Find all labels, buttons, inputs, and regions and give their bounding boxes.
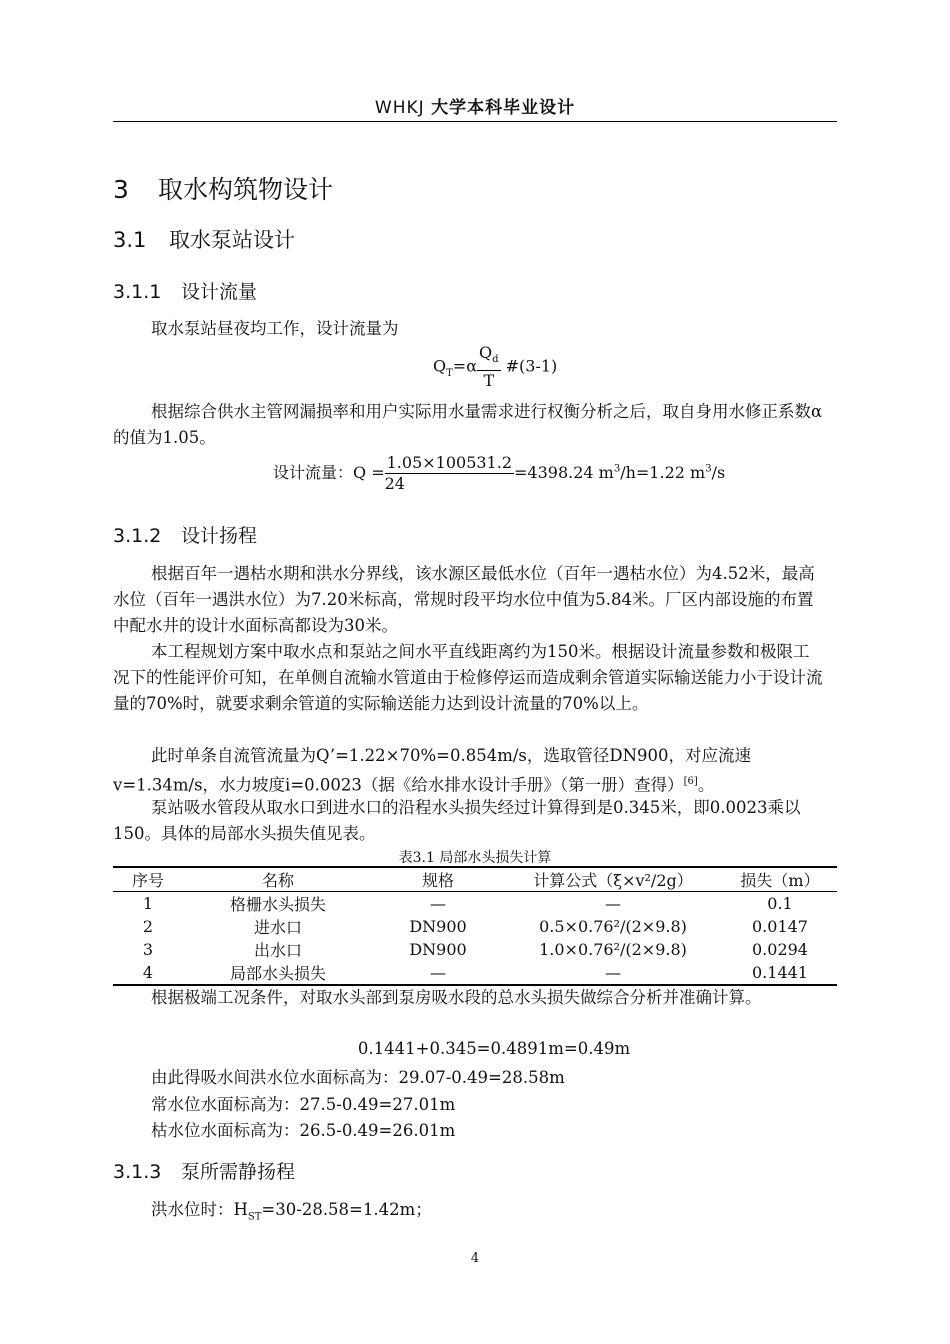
design-flow-equation <box>273 453 725 494</box>
table-cell: 0.5×0.76²/(2×9.8) <box>539 917 687 936</box>
paragraph: 本工程规划方案中取水点和泵站之间水平直线距离约为150米。根据设计流量参数和极限工况下的性能评价可知，在单侧自流输水管道由于检修停运而造成剩余管道实际输送能力小于设计流量的70%时，就要求剩余管道的实际输送能力达到设计流量的70%以上。 <box>113 642 823 713</box>
table-cell: 0.1 <box>767 894 793 913</box>
subsection-heading-2 <box>113 521 257 548</box>
table-header-row <box>113 867 837 892</box>
section-title: 取水泵站设计 <box>169 228 295 252</box>
paragraph <box>113 743 825 799</box>
header-title: 大学本科毕业设计 <box>431 98 576 118</box>
section-number: 3.1 <box>113 228 147 252</box>
total-loss-equation: 0.1441+0.345=0.4891m=0.49m <box>357 1039 631 1058</box>
eq-numerator: Q <box>479 343 493 362</box>
paragraph: 泵站吸水管段从取水口到进水口的沿程水头损失经过计算得到是0.345米，即0.0023乘以150。具体的局部水头损失值见表。 <box>113 798 801 843</box>
section-heading <box>113 224 295 254</box>
table-cell: DN900 <box>409 917 467 936</box>
table-cell: 1.0×0.76²/(2×9.8) <box>539 940 687 959</box>
table-header-cell: 损失（m） <box>740 871 820 890</box>
subsection-title: 设计流量 <box>181 281 258 303</box>
subsection-heading-3 <box>113 1157 295 1184</box>
table-cell: 1 <box>142 894 154 913</box>
table-cell: — <box>430 894 446 913</box>
eq-tag: #(3-1) <box>505 356 558 376</box>
table-row <box>113 938 837 961</box>
subsection-title: 泵所需静扬程 <box>181 1161 296 1183</box>
page-number: 4 <box>470 1251 480 1266</box>
paragraph: 由此得吸水间洪水位水面标高为：29.07-0.49=28.58m <box>151 1068 565 1087</box>
head-loss-table <box>113 866 837 986</box>
eq-lhs: Q = <box>353 463 385 482</box>
eq-lhs-sub: T <box>446 367 453 379</box>
table-cell: 0.0147 <box>752 917 808 936</box>
table-caption: 表3.1 局部水头损失计算 <box>398 850 552 866</box>
paragraph <box>113 1197 825 1230</box>
chapter-heading <box>113 170 333 206</box>
paragraph: 枯水位水面标高为：26.5-0.49=26.01m <box>151 1121 456 1140</box>
paragraph: 根据综合供水主管网漏损率和用户实际用水量需求进行权衡分析之后，取自身用水修正系数α的值为1.05。 <box>113 402 823 447</box>
table-row <box>113 892 837 916</box>
table-cell: 格栅水头损失 <box>229 895 326 914</box>
eq-result-3: /s <box>711 463 726 482</box>
eq-lhs: Q <box>433 356 447 376</box>
table-cell: 局部水头损失 <box>229 964 326 983</box>
eq-label: 设计流量： <box>273 463 354 482</box>
eq-sign: =α <box>452 356 478 376</box>
chapter-number: 3 <box>113 175 129 204</box>
eq-result-1: =4398.24 m <box>514 463 614 482</box>
chapter-title: 取水构筑物设计 <box>158 175 334 204</box>
eq-numerator-sub: d <box>492 354 499 366</box>
eq-denominator: T <box>483 371 495 391</box>
table-cell: 0.1441 <box>752 963 808 982</box>
paragraph: 根据极端工况条件，对取水头部到泵房吸水段的总水头损失做综合分析并准确计算。 <box>151 988 762 1007</box>
table-row <box>113 961 837 985</box>
eq-result-2: /h=1.22 m <box>620 463 706 482</box>
paragraph: 根据百年一遇枯水期和洪水分界线，该水源区最低水位（百年一遇枯水位）为4.52米，最高水位（百年一遇洪水位）为7.20米标高，常规时段平均水位中值为5.84米。厂区内部设施的布置中配水井的设计水面标高都设为30米。 <box>113 564 815 635</box>
subsection-title: 设计扬程 <box>181 525 258 547</box>
table-cell: 2 <box>142 917 154 936</box>
eq-numerator: 1.05×100531.2 <box>386 453 512 472</box>
paragraph: 取水泵站昼夜均工作，设计流量为 <box>151 319 399 338</box>
paragraph-text: =30-28.58=1.42m； <box>261 1200 432 1219</box>
table-cell: 0.0294 <box>752 940 808 959</box>
table-header-cell: 计算公式（ξ×v²/2g） <box>533 871 693 890</box>
subsection-number: 3.1.3 <box>113 1161 162 1183</box>
header-prefix: WHKJ <box>374 98 425 118</box>
table-header-cell: 序号 <box>131 871 164 890</box>
table-cell: 进水口 <box>253 918 302 937</box>
paragraph-end: 。 <box>697 775 715 795</box>
subsection-number: 3.1.2 <box>113 525 162 547</box>
eq-exponent: 3 <box>613 463 621 475</box>
equation-3-1 <box>433 343 557 391</box>
table-header-cell: 规格 <box>421 871 454 890</box>
subscript: ST <box>247 1211 262 1223</box>
table-cell: DN900 <box>409 940 467 959</box>
paragraph-text: 此时单条自流管流量为Q’=1.22×70%=0.854m/s，选取管径DN900，对应流速v=1.34m/s，水力坡度i=0.0023（据《给水排水设计手册》（第一册）查得） <box>113 746 752 795</box>
eq-fraction <box>385 453 514 494</box>
eq-fraction <box>477 343 501 391</box>
eq-exponent: 3 <box>705 463 712 475</box>
table-header-cell: 名称 <box>261 871 294 890</box>
subsection-number: 3.1.1 <box>113 281 162 303</box>
table-row <box>113 915 837 938</box>
table-cell: 4 <box>142 963 154 982</box>
table-cell: — <box>605 963 621 982</box>
running-header <box>113 93 837 118</box>
citation-ref: [6] <box>683 776 698 787</box>
subsection-heading-1 <box>113 277 257 304</box>
paragraph-text: 洪水位时：H <box>151 1200 248 1219</box>
table-cell: 3 <box>142 940 154 959</box>
eq-denominator: 24 <box>384 474 405 493</box>
paragraph: 常水位水面标高为：27.5-0.49=27.01m <box>151 1095 456 1114</box>
table-cell: 出水口 <box>253 941 302 960</box>
table-cell: — <box>430 963 446 982</box>
header-rule <box>113 121 837 122</box>
table-cell: — <box>605 894 621 913</box>
